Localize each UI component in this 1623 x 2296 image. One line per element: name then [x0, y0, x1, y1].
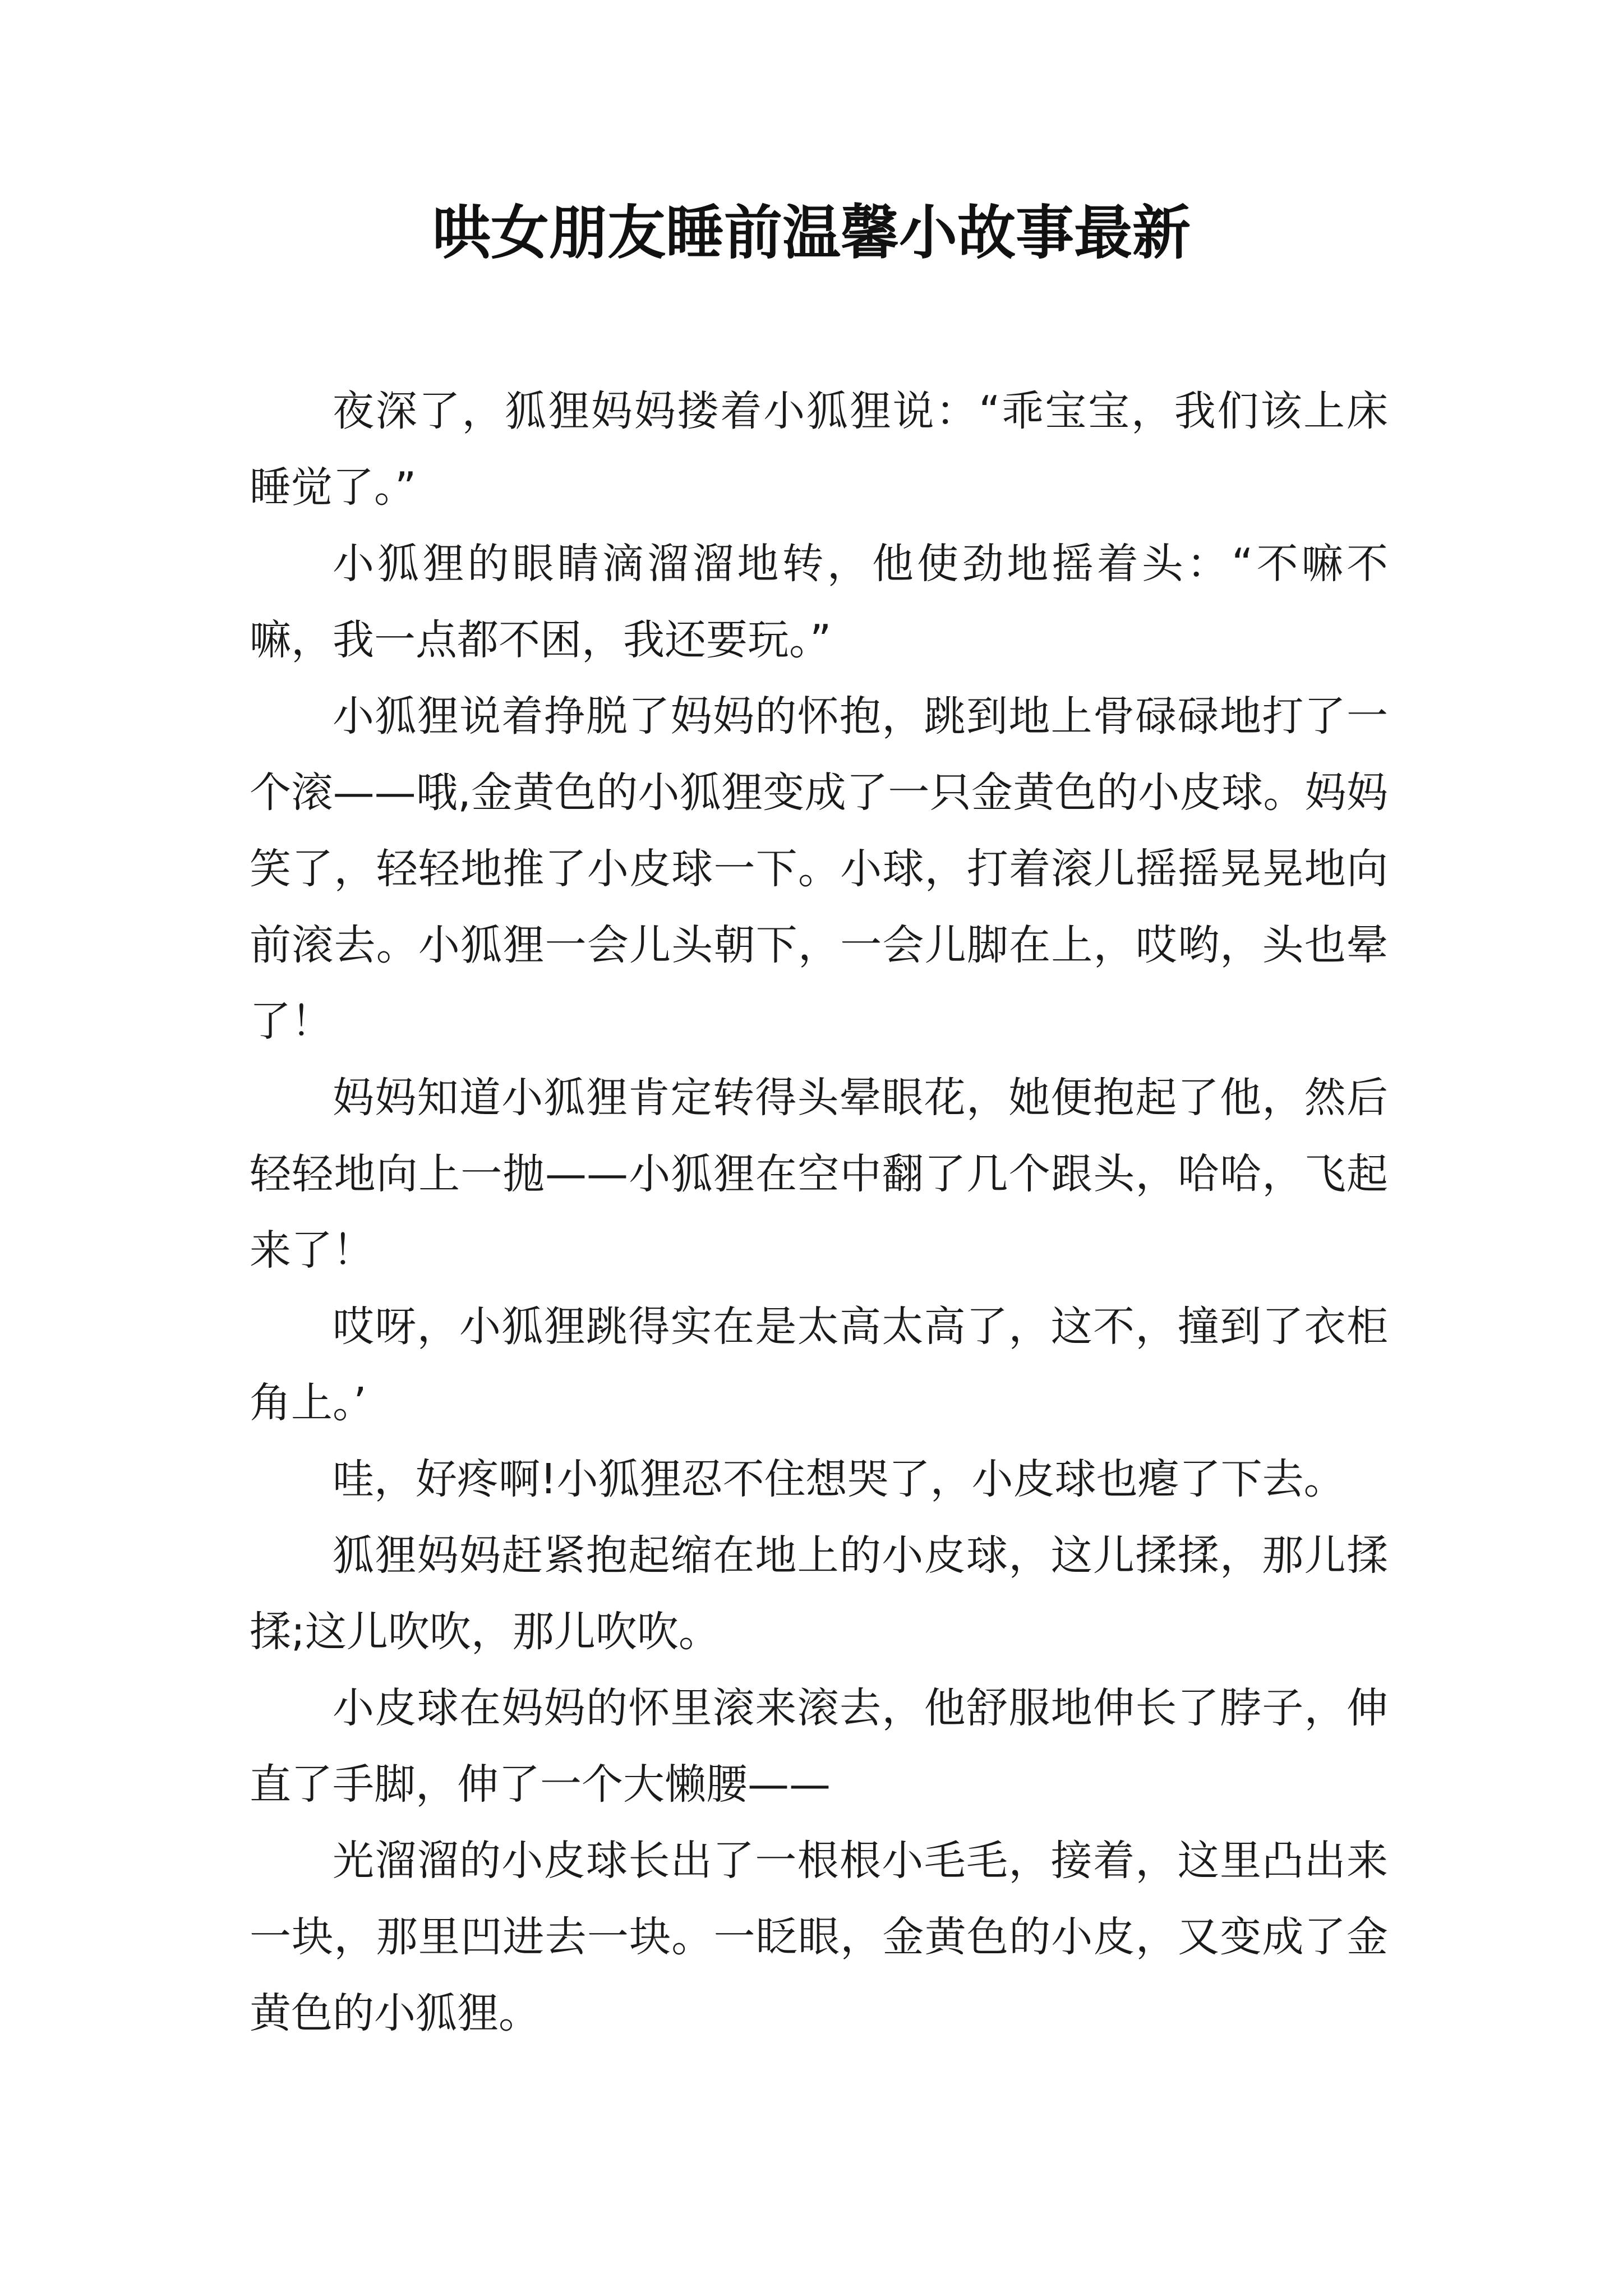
paragraph: 妈妈知道小狐狸肯定转得头晕眼花，她便抱起了他，然后轻轻地向上一抛——小狐狸在空中翻了几个跟头，哈哈，飞起来了！ [250, 1074, 1388, 1274]
document-title: 哄女朋友睡前温馨小故事最新 [432, 198, 1191, 267]
paragraph: 小皮球在妈妈的怀里滚来滚去，他舒服地伸长了脖子，伸直了手脚，伸了一个大懒腰—— [250, 1684, 1388, 1809]
paragraph: 哎呀，小狐狸跳得实在是太高太高了，这不，撞到了衣柜角上。’ [250, 1303, 1388, 1427]
paragraph: 小狐狸的眼睛滴溜溜地转，他使劲地摇着头：“不嘛不嘛，我一点都不困，我还要玩。” [250, 540, 1388, 664]
paragraph: 狐狸妈妈赶紧抱起缩在地上的小皮球，这儿揉揉，那儿揉揉;这儿吹吹，那儿吹吹。 [250, 1531, 1388, 1656]
paragraph: 哇，好疼啊!小狐狸忍不住想哭了，小皮球也瘪了下去。 [333, 1455, 1345, 1503]
document-body [250, 373, 1388, 2051]
paragraph: 光溜溜的小皮球长出了一根根小毛毛，接着，这里凸出来一块，那里凹进去一块。一眨眼，金黄色的小皮，又变成了金黄色的小狐狸。 [250, 1837, 1388, 2037]
paragraph: 夜深了，狐狸妈妈搂着小狐狸说：“乖宝宝，我们该上床睡觉了。” [250, 387, 1388, 512]
paragraph: 小狐狸说着挣脱了妈妈的怀抱，跳到地上骨碌碌地打了一个滚——哦,金黄色的小狐狸变成了一只金黄色的小皮球。妈妈笑了，轻轻地推了小皮球一下。小球，打着滚儿摇摇晃晃地向前滚去。小狐狸一会儿头朝下，一会儿脚在上，哎哟，头也晕了！ [250, 692, 1388, 1046]
